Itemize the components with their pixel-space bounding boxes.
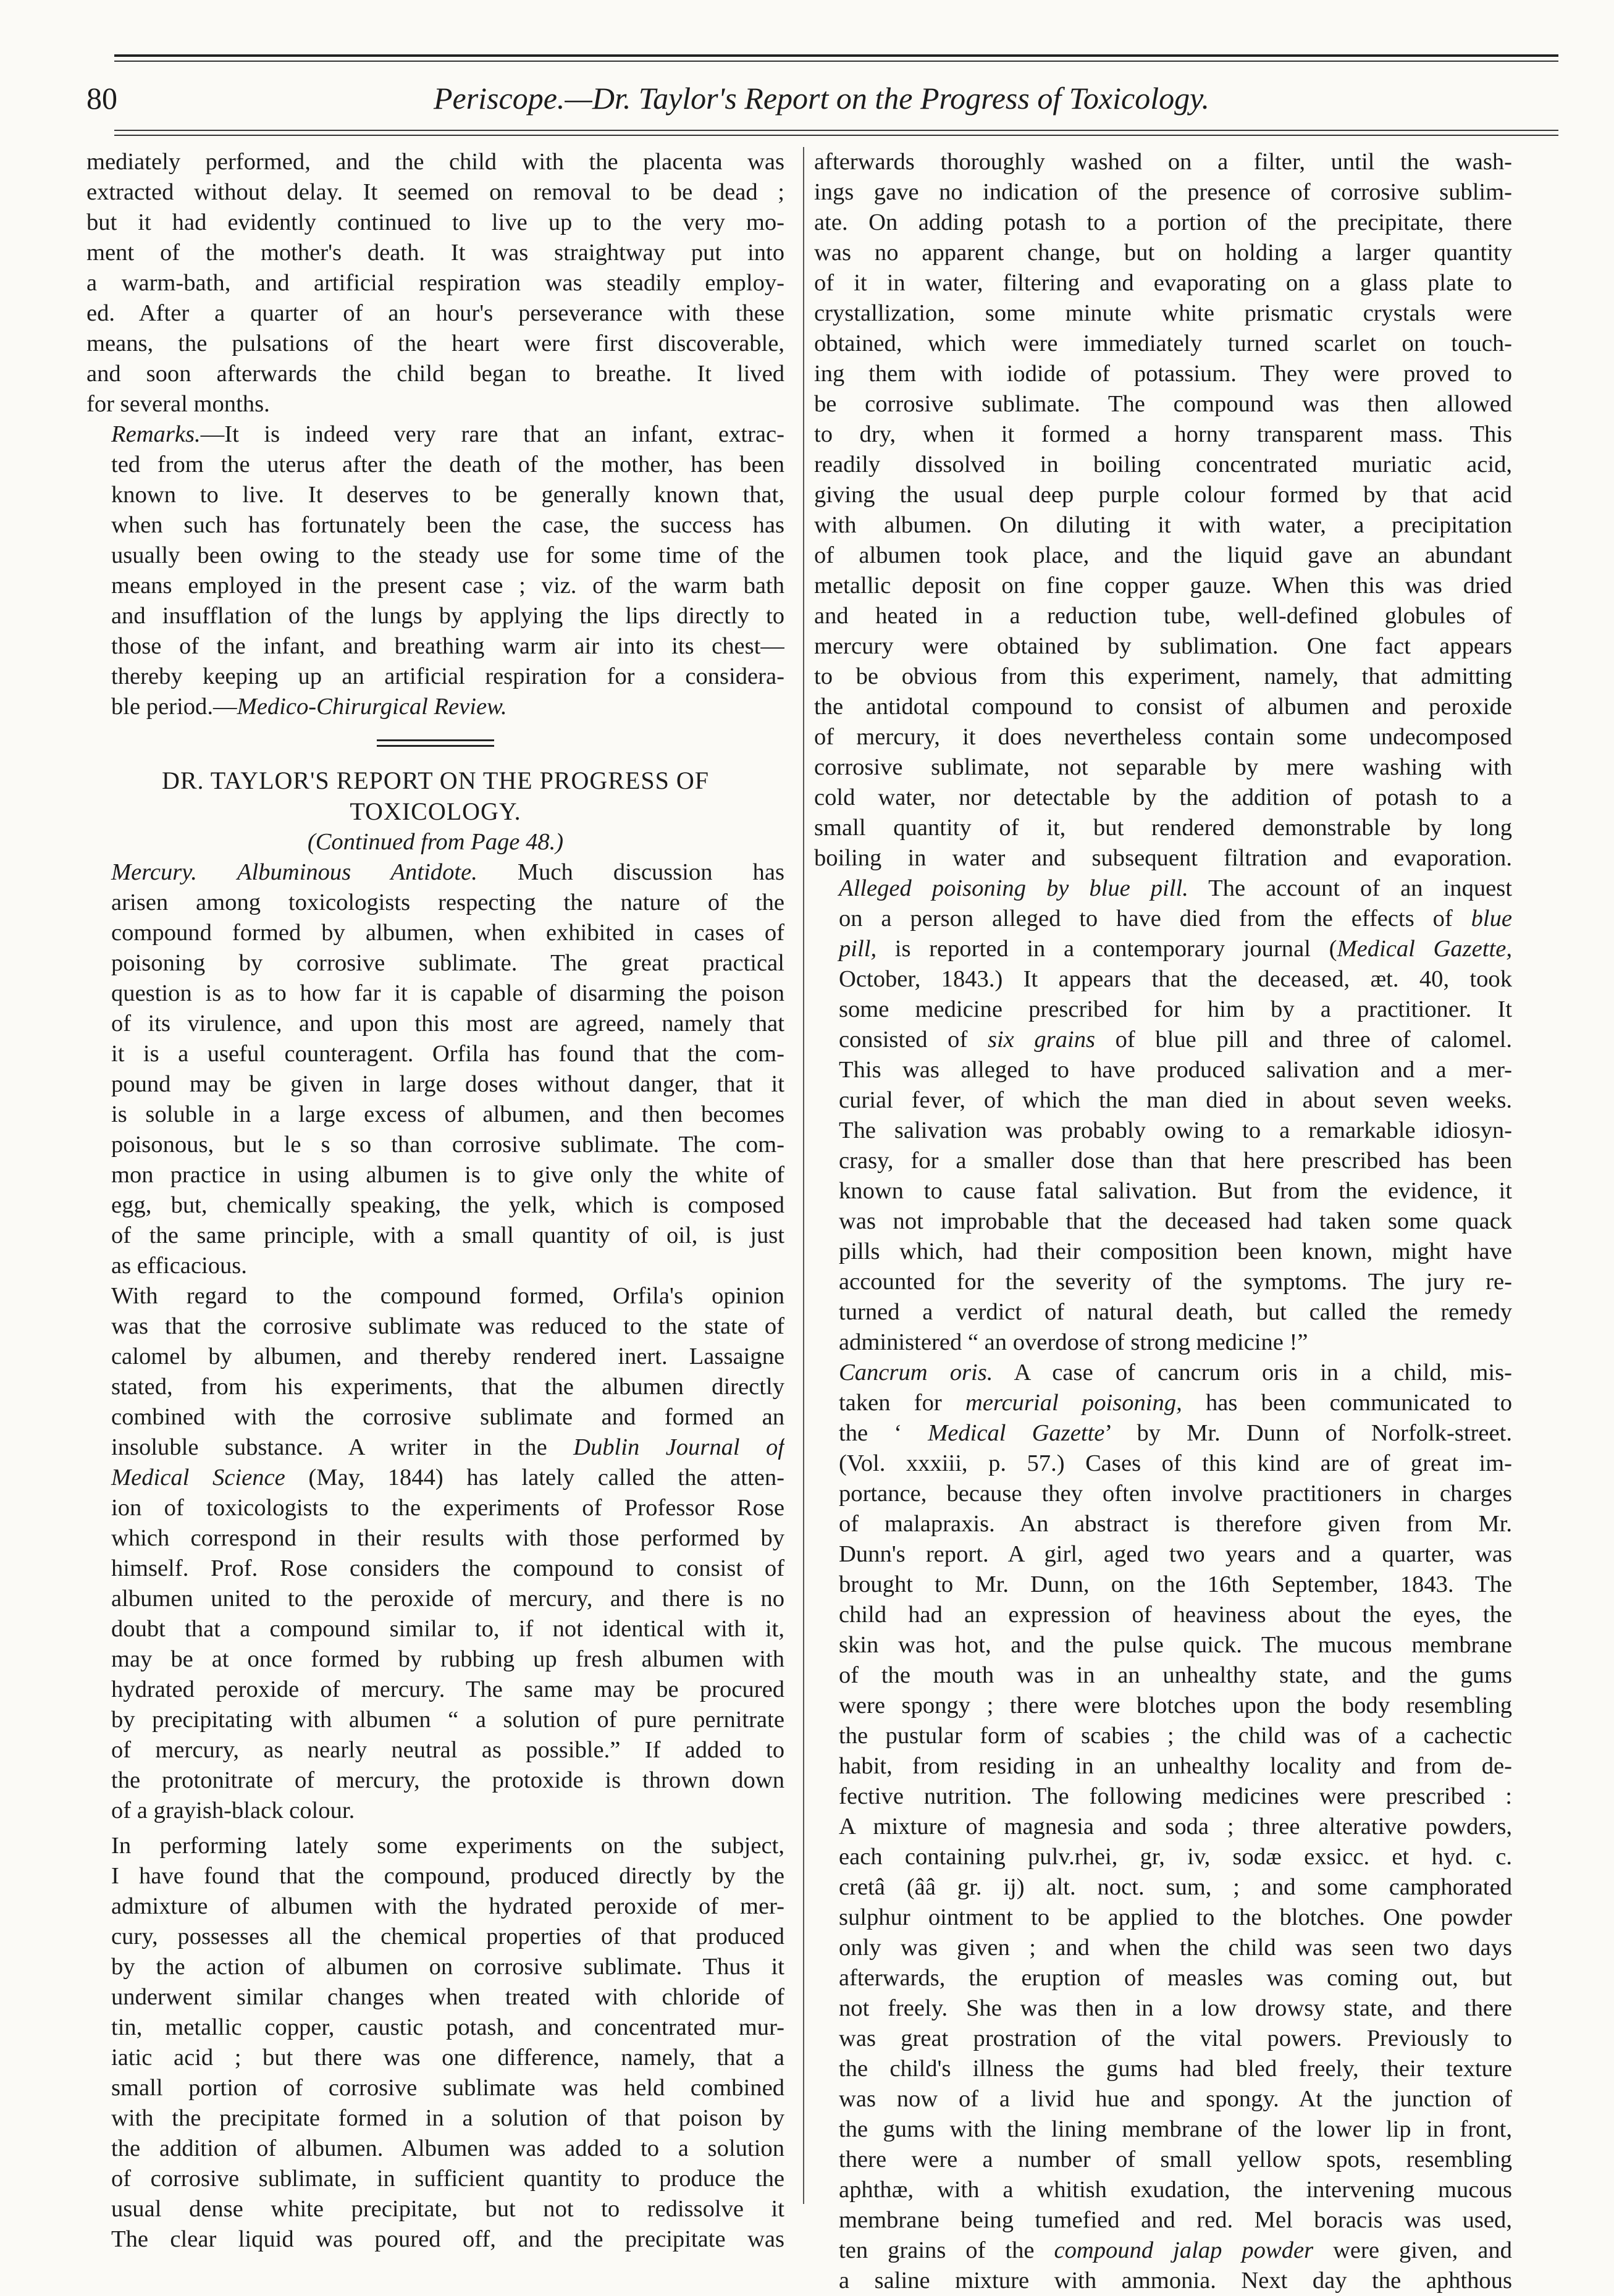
- text-line: [814, 904, 1512, 934]
- text-line: poisonous, but le s so than corrosive sublimate. The com-: [111, 1132, 784, 1158]
- text-line: I have found that the compound, produced directly by the: [111, 1863, 784, 1889]
- text-line: and soon afterwards the child began to breathe. It lived: [86, 361, 784, 387]
- intro-lines: [86, 147, 784, 389]
- text-line: metallic deposit on fine copper gauze. When this was dried: [814, 573, 1512, 599]
- text-line: small quantity of it, but rendered demonstrable by long: [814, 815, 1512, 841]
- text-line: sulphur ointment to be applied to the blotches. One powder: [839, 1904, 1512, 1930]
- text-line: readily dissolved in boiling concentrated muriatic acid,: [814, 452, 1512, 477]
- text-run: Much discussion has: [517, 859, 784, 885]
- cancrum-label: Cancrum oris.: [839, 1360, 993, 1386]
- text-run: six grains: [987, 1027, 1096, 1053]
- text-line: the gums with the lining membrane of the lower lip in front,: [839, 2116, 1512, 2142]
- text-line: afterwards, the eruption of measles was coming out, but: [839, 1965, 1512, 1991]
- continuation-paragraph: [814, 147, 1512, 873]
- text-run: compound jalap powder: [1054, 2237, 1314, 2263]
- text-run: A case of cancrum oris in a child, mis-: [1014, 1360, 1512, 1386]
- text-line: boiling in water and subsequent filtration and evaporation.: [814, 845, 1512, 871]
- text-line: and heated in a reduction tube, well-defined globules of: [814, 603, 1512, 629]
- heading-line: TOXICOLOGY.: [350, 797, 521, 825]
- text-line: there were a number of small yellow spots, resembling: [839, 2147, 1512, 2172]
- blue-pill-paragraph: [814, 873, 1512, 1358]
- text-run: blue: [1471, 906, 1512, 931]
- text-line: of the mouth was in an unhealthy state, and the gums: [839, 1662, 1512, 1688]
- text-run: is reported in a contemporary journal (: [876, 936, 1337, 962]
- text-line: [86, 692, 784, 722]
- text-line: child had an expression of heaviness about the eyes, the: [839, 1602, 1512, 1628]
- text-run: consisted of: [839, 1027, 988, 1053]
- remarks-paragraph: [86, 419, 784, 722]
- text-line: of it in water, filtering and evaporating on a glass plate to: [814, 270, 1512, 296]
- text-line: A mixture of magnesia and soda ; three alterative powders,: [839, 1814, 1512, 1840]
- text-line: a warm-bath, and artificial respiration was steadily employ-: [86, 270, 784, 296]
- continuation-lines: [814, 147, 1512, 873]
- text-line: poisoning by corrosive sublimate. The great practical: [111, 950, 784, 976]
- running-title: Periscope.—Dr. Taylor's Report on the Progress of Toxicology.: [433, 81, 1210, 116]
- text-line: membrane being tumefied and red. Mel boracis was used,: [839, 2207, 1512, 2233]
- text-line: ings gave no indication of the presence of corrosive sublim-: [814, 179, 1512, 205]
- text-line: each containing pulv.rhei, gr, iv, sodæ exsicc. et hyd. c.: [839, 1844, 1512, 1870]
- text-line: mon practice in using albumen is to give only the white of: [111, 1162, 784, 1188]
- text-line: administered “ an overdose of strong medicine !”: [839, 1329, 1308, 1355]
- text-line: ion of toxicologists to the experiments of Professor Rose: [111, 1495, 784, 1521]
- text-line: known to cause fatal salivation. But from the evidence, it: [839, 1178, 1512, 1204]
- text-line: the protonitrate of mercury, the protoxide is thrown down: [111, 1767, 784, 1793]
- text-line: The salivation was probably owing to a remarkable idiosyn-: [839, 1117, 1512, 1143]
- mercury-paragraph: [86, 857, 784, 1281]
- journal-title: Medical Science: [111, 1465, 285, 1491]
- text-line: was that the corrosive sublimate was reduced to the state of: [111, 1313, 784, 1339]
- text-line: means, the pulsations of the heart were first discoverable,: [86, 330, 784, 356]
- text-line: This was alleged to have produced salivation and a mer-: [839, 1057, 1512, 1083]
- text-line: [86, 857, 784, 888]
- text-run: were given, and: [1313, 2237, 1512, 2263]
- text-line: afterwards thoroughly washed on a filter, until the wash-: [814, 149, 1512, 175]
- text-line: pills which, had their composition been known, might have: [839, 1238, 1512, 1264]
- blue-pill-label: Alleged poisoning by blue pill.: [839, 875, 1188, 901]
- text-line: stated, from his experiments, that the albumen directly: [111, 1374, 784, 1400]
- text-line: the addition of albumen. Albumen was added to a solution: [111, 2135, 784, 2161]
- text-line: was great prostration of the vital powers. Previously to: [839, 2025, 1512, 2051]
- text-line: thereby keeping up an artificial respiration for a considera-: [111, 663, 784, 689]
- text-line: doubt that a compound similar to, if not identical with it,: [111, 1616, 784, 1642]
- text-line: the pustular form of scabies ; the child was of a cachectic: [839, 1723, 1512, 1749]
- text-run: —It is indeed very rare that an infant, extrac-: [200, 421, 784, 447]
- text-line: crystallization, some minute white prismatic crystals were: [814, 300, 1512, 326]
- text-line: hydrated peroxide of mercury. The same may be procured: [111, 1676, 784, 1702]
- text-run: the ‘: [839, 1420, 928, 1446]
- text-line: of corrosive sublimate, in sufficient quantity to produce the: [111, 2166, 784, 2192]
- text-line: as efficacious.: [111, 1253, 247, 1279]
- text-line: [86, 419, 784, 450]
- text-line: some medicine prescribed for him by a practitioner. It: [839, 996, 1512, 1022]
- text-line: [814, 2235, 1512, 2266]
- text-line: of the same principle, with a small quantity of oil, is just: [111, 1222, 784, 1248]
- text-line: In performing lately some experiments on the subject,: [111, 1833, 784, 1859]
- text-line: [86, 1463, 784, 1493]
- text-run: The account of an inquest: [1208, 875, 1512, 901]
- text-line: accounted for the severity of the symptoms. The jury re-: [839, 1269, 1512, 1295]
- text-line: usually been owing to the steady use for some time of the: [111, 542, 784, 568]
- text-line: be corrosive sublimate. The compound was then allowed: [814, 391, 1512, 417]
- text-line: with the precipitate formed in a solution of that poison by: [111, 2105, 784, 2131]
- text-run: mercurial poisoning,: [965, 1390, 1182, 1416]
- text-line: ate. On adding potash to a portion of the precipitate, there: [814, 209, 1512, 235]
- header-rule: [114, 130, 1558, 131]
- text-line: turned a verdict of natural death, but called the remedy: [839, 1299, 1512, 1325]
- text-line: iatic acid ; but there was one difference, namely, that a: [111, 2045, 784, 2071]
- source-citation: Medico-Chirurgical Review.: [237, 694, 507, 720]
- text-line: ment of the mother's death. It was straightway put into: [86, 240, 784, 266]
- text-line: calomel by albumen, and thereby rendered inert. Lassaigne: [111, 1344, 784, 1369]
- text-run: has been communicated to: [1182, 1390, 1512, 1416]
- remarks-label: Remarks.: [111, 421, 201, 447]
- text-line: those of the infant, and breathing warm air into its chest—: [111, 633, 784, 659]
- text-line: egg, but, chemically speaking, the yelk, which is composed: [111, 1192, 784, 1218]
- text-run: insoluble substance. A writer in the: [111, 1434, 574, 1460]
- text-line: arisen among toxicologists respecting the nature of the: [111, 889, 784, 915]
- text-line: pound may be given in large doses without danger, that it: [111, 1071, 784, 1097]
- top-rule: [114, 54, 1558, 57]
- text-line: not freely. She was then in a low drowsy state, and there: [839, 1995, 1512, 2021]
- text-line: himself. Prof. Rose considers the compound to consist of: [111, 1555, 784, 1581]
- text-line: means employed in the present case ; viz. of the warm bath: [111, 573, 784, 599]
- text-line: to be obvious from this experiment, namely, that admitting: [814, 663, 1512, 689]
- text-line: and insufflation of the lungs by applying the lips directly to: [111, 603, 784, 629]
- column-divider: [803, 147, 804, 2204]
- text-line: corrosive sublimate, not separable by mere washing with: [814, 754, 1512, 780]
- text-line: usual dense white precipitate, but not to redissolve it: [111, 2196, 784, 2222]
- text-line: it is a useful counteragent. Orfila has found that the com-: [111, 1041, 784, 1067]
- text-line: a saline mixture with ammonia. Next day the aphthous: [839, 2268, 1512, 2294]
- text-line: skin was hot, and the pulse quick. The mucous membrane: [839, 1632, 1512, 1658]
- text-line: compound formed by albumen, when exhibited in cases of: [111, 920, 784, 946]
- orfila-lines: [86, 1311, 784, 1432]
- text-line: was no apparent change, but on holding a larger quantity: [814, 240, 1512, 266]
- remarks-lines: [86, 450, 784, 692]
- text-run: (May, 1844) has lately called the atten-: [285, 1465, 784, 1491]
- blue-pill-lines: [814, 964, 1512, 1025]
- right-column: [814, 147, 1512, 2296]
- text-line: [814, 934, 1512, 964]
- text-run: on a person alleged to have died from the effects of: [839, 906, 1471, 931]
- text-line: question is as to how far it is capable of disarming the poison: [111, 980, 784, 1006]
- text-line: [814, 873, 1512, 904]
- text-line: brought to Mr. Dunn, on the 16th September, 1843. The: [839, 1571, 1512, 1597]
- text-line: (Vol. xxxiii, p. 57.) Cases of this kind are of great im-: [839, 1450, 1512, 1476]
- text-line: Dunn's report. A girl, aged two years and a quarter, was: [839, 1541, 1512, 1567]
- text-line: with albumen. On diluting it with water, a precipitation: [814, 512, 1512, 538]
- text-line: habit, from residing in an unhealthy locality and from de-: [839, 1753, 1512, 1779]
- heading-line: DR. TAYLOR'S REPORT ON THE PROGRESS OF: [161, 767, 710, 794]
- text-line: ted from the uterus after the death of the mother, has been: [111, 452, 784, 477]
- text-line: portance, because they often involve practitioners in charges: [839, 1481, 1512, 1507]
- text-line: cretâ (ââ gr. ij) alt. noct. sum, ; and some camphorated: [839, 1874, 1512, 1900]
- mercury-lines: [86, 888, 784, 1251]
- text-line: obtained, which were immediately turned scarlet on touch-: [814, 330, 1512, 356]
- text-line: tin, metallic copper, caustic potash, and concentrated mur-: [111, 2014, 784, 2040]
- text-run: taken for: [839, 1390, 965, 1416]
- mercury-label: Mercury.: [111, 859, 197, 885]
- top-rule-thin: [114, 61, 1558, 62]
- text-line: of its virulence, and upon this most are agreed, namely that: [111, 1011, 784, 1037]
- text-line: to dry, when it formed a horny transparent mass. This: [814, 421, 1512, 447]
- text-line: crasy, for a smaller dose than that here prescribed has been: [839, 1148, 1512, 1174]
- text-line: is soluble in a large excess of albumen, and then becomes: [111, 1101, 784, 1127]
- left-column: [86, 147, 784, 2255]
- cancrum-lines: [814, 1449, 1512, 2235]
- text-line: October, 1843.) It appears that the deceased, æt. 40, took: [839, 966, 1512, 992]
- text-line: the antidotal compound to consist of albumen and peroxide: [814, 694, 1512, 720]
- performing-paragraph: [86, 1831, 784, 2255]
- text-line: known to live. It deserves to be generally known that,: [111, 482, 784, 508]
- text-run: ’ by Mr. Dunn of Norfolk-street.: [1104, 1420, 1512, 1446]
- text-line: but it had evidently continued to live up to the very mo-: [86, 209, 784, 235]
- page-header: [86, 67, 1557, 135]
- antidote-label: Albuminous Antidote.: [237, 859, 477, 885]
- text-line: may be at once formed by rubbing up fresh albumen with: [111, 1646, 784, 1672]
- text-line: mediately performed, and the child with the placenta was: [86, 149, 784, 175]
- text-line: were spongy ; there were blotches upon the body resembling: [839, 1693, 1512, 1718]
- text-line: of albumen took place, and the liquid gave an abundant: [814, 542, 1512, 568]
- text-line: for several months.: [86, 391, 270, 417]
- intro-paragraph: [86, 147, 784, 419]
- text-line: only was given ; and when the child was seen two days: [839, 1935, 1512, 1961]
- article-heading: [86, 765, 784, 827]
- journal-title: Dublin Journal of: [573, 1434, 784, 1460]
- text-line: the child's illness the gums had bled freely, their texture: [839, 2056, 1512, 2082]
- text-line: [814, 1418, 1512, 1449]
- journal-title: Medical Gazette: [928, 1420, 1105, 1446]
- text-line: [814, 1358, 1512, 1388]
- continued-note: (Continued from Page 48.): [307, 829, 564, 855]
- text-line: which correspond in their results with those performed by: [111, 1525, 784, 1551]
- cancrum-paragraph: [814, 1358, 1512, 2296]
- orfila-more-lines: [86, 1493, 784, 1796]
- text-line: cury, possesses all the chemical properties of that produced: [111, 1924, 784, 1949]
- section-separator: [377, 739, 494, 747]
- text-line: was not improbable that the deceased had taken some quack: [839, 1208, 1512, 1234]
- text-line: of mercury, it does nevertheless contain some undecomposed: [814, 724, 1512, 750]
- text-line: giving the usual deep purple colour formed by that acid: [814, 482, 1512, 508]
- journal-title: Medical Gazette,: [1337, 936, 1512, 962]
- text-line: by the action of albumen on corrosive sublimate. Thus it: [111, 1954, 784, 1980]
- text-line: underwent similar changes when treated with chloride of: [111, 1984, 784, 2010]
- performing-lines: [86, 1861, 784, 2255]
- text-line: admixture of albumen with the hydrated peroxide of mer-: [111, 1893, 784, 1919]
- text-run: ble period.—: [111, 694, 237, 720]
- text-line: curial fever, of which the man died in about seven weeks.: [839, 1087, 1512, 1113]
- orfila-paragraph: [86, 1281, 784, 1826]
- text-line: [814, 1025, 1512, 1055]
- page-number: 80: [86, 81, 117, 116]
- text-run: ten grains of the: [839, 2237, 1054, 2263]
- text-line: by precipitating with albumen “ a solution of pure pernitrate: [111, 1707, 784, 1733]
- text-line: aphthæ, with a whitish exudation, the intervening mucous: [839, 2177, 1512, 2203]
- text-line: With regard to the compound formed, Orfila's opinion: [111, 1283, 784, 1309]
- blue-pill-more-lines: [814, 1055, 1512, 1327]
- text-line: of a grayish-black colour.: [111, 1798, 355, 1823]
- text-line: extracted without delay. It seemed on removal to be dead ;: [86, 179, 784, 205]
- text-line: was now of a livid hue and spongy. At the junction of: [839, 2086, 1512, 2112]
- header-rule-thin: [114, 135, 1558, 136]
- text-line: of mercury, as nearly neutral as possible.” If added to: [111, 1737, 784, 1763]
- text-line: albumen united to the peroxide of mercury, and there is no: [111, 1586, 784, 1612]
- text-run: of blue pill and three of calomel.: [1095, 1027, 1512, 1053]
- text-line: mercury were obtained by sublimation. One fact appears: [814, 633, 1512, 659]
- text-line: combined with the corrosive sublimate and formed an: [111, 1404, 784, 1430]
- text-line: fective nutrition. The following medicines were prescribed :: [839, 1783, 1512, 1809]
- text-line: [86, 1432, 784, 1463]
- text-line: of malapraxis. An abstract is therefore given from Mr.: [839, 1511, 1512, 1537]
- text-line: when such has fortunately been the case, the success has: [111, 512, 784, 538]
- text-line: ed. After a quarter of an hour's perseverance with these: [86, 300, 784, 326]
- text-run: pill,: [839, 936, 877, 962]
- text-line: cold water, nor detectable by the addition of potash to a: [814, 784, 1512, 810]
- text-line: [814, 1388, 1512, 1418]
- text-line: The clear liquid was poured off, and the precipitate was: [111, 2226, 784, 2252]
- text-line: small portion of corrosive sublimate was held combined: [111, 2075, 784, 2101]
- text-line: ing them with iodide of potassium. They were proved to: [814, 361, 1512, 387]
